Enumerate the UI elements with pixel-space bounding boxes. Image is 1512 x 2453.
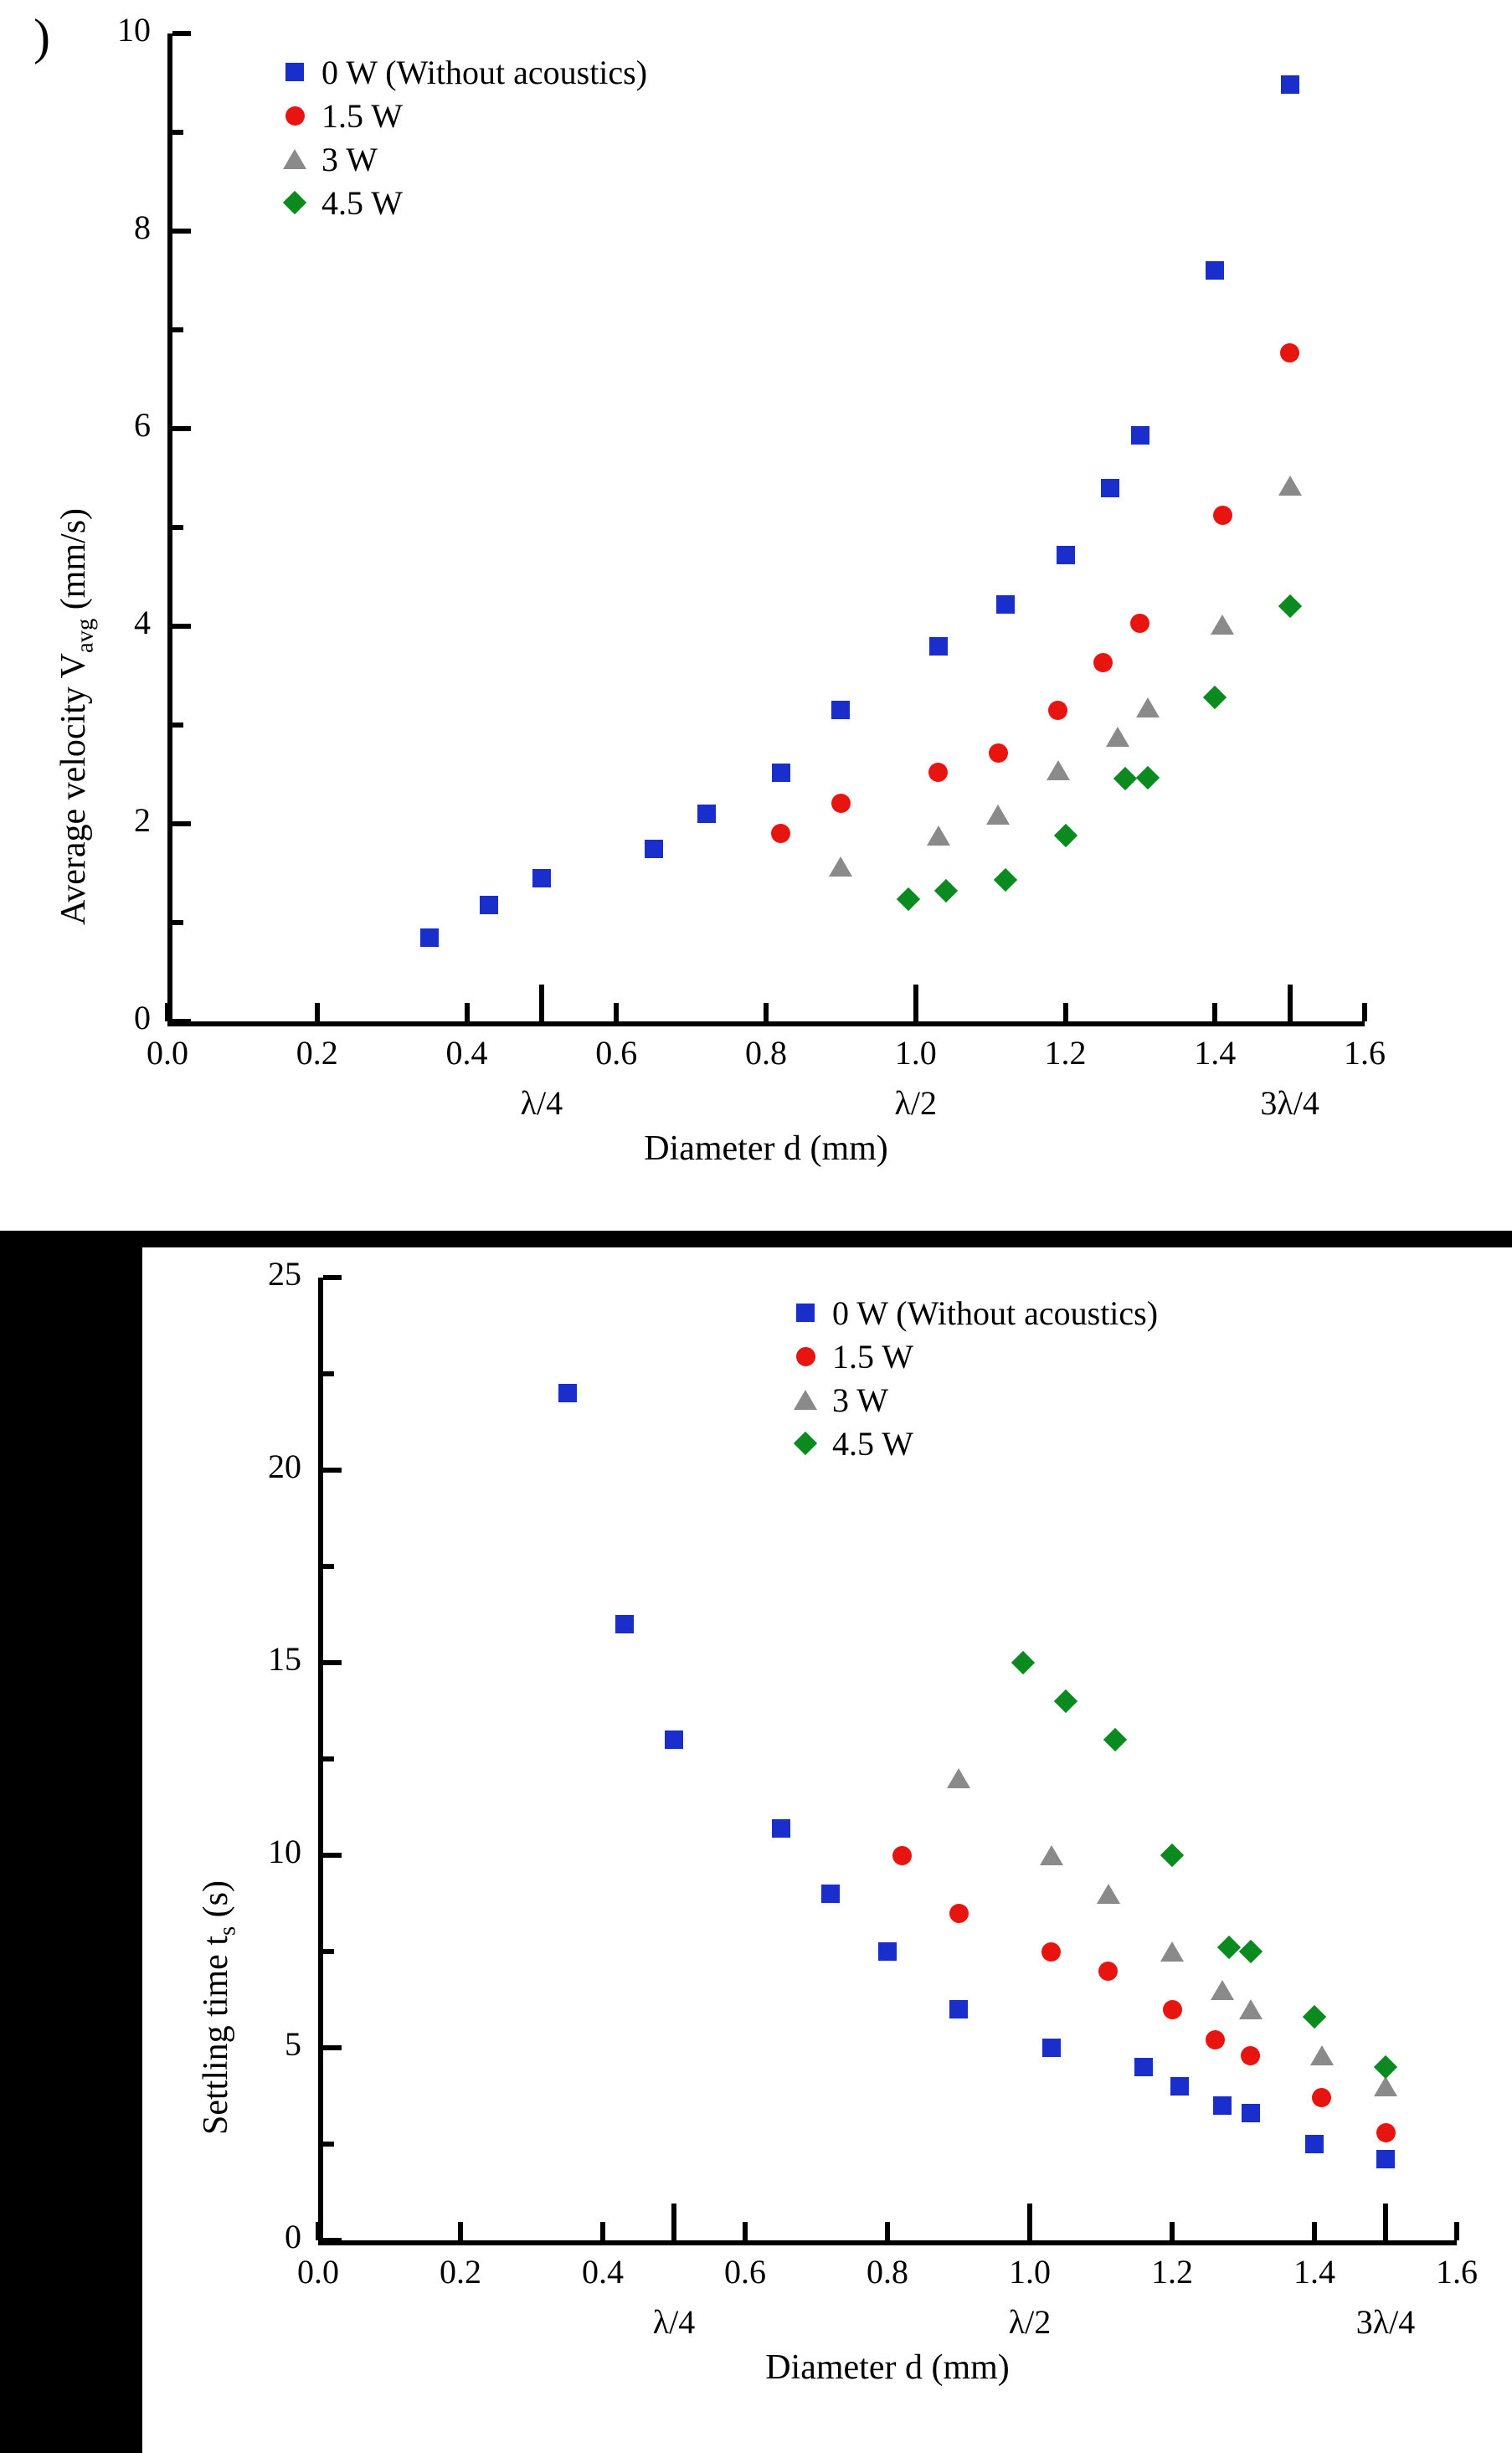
data-point-diamond	[1217, 1936, 1241, 1959]
data-point-diamond	[1103, 1728, 1127, 1751]
legend-marker-triangle	[794, 1390, 817, 1410]
y-tick	[172, 821, 191, 826]
legend-marker-circle	[285, 106, 305, 126]
legend	[268, 50, 647, 224]
x-tick-label: 0.6	[724, 2253, 766, 2291]
y-tick-label: 8	[134, 208, 151, 246]
y-tick	[172, 426, 191, 431]
x-tick-label: 1.0	[1009, 2253, 1051, 2291]
x-tick-label: 1.4	[1194, 1034, 1237, 1072]
lambda-tick	[913, 985, 918, 1021]
data-point-triangle	[1239, 1999, 1263, 2019]
y-tick	[323, 1660, 342, 1665]
data-point-diamond	[1053, 824, 1077, 847]
data-point-circle	[1213, 506, 1232, 525]
data-point-diamond	[1203, 686, 1227, 709]
data-point-triangle	[927, 825, 950, 846]
data-point-circle	[1041, 1942, 1061, 1962]
data-point-triangle	[1106, 727, 1129, 747]
x-tick	[614, 1003, 619, 1021]
data-point-circle	[1280, 343, 1299, 363]
data-point-square	[1242, 2104, 1260, 2122]
data-point-triangle	[1278, 476, 1302, 496]
data-point-diamond	[1238, 1940, 1262, 1963]
y-tick	[323, 2238, 342, 2243]
panel-a-label: )	[33, 9, 50, 64]
data-point-square	[996, 595, 1015, 614]
data-point-triangle	[1310, 2045, 1334, 2065]
data-point-circle	[1376, 2123, 1396, 2142]
data-point-circle	[1130, 614, 1149, 633]
data-point-square	[772, 1819, 790, 1838]
y-tick-label: 2	[134, 801, 151, 839]
legend	[779, 1291, 1158, 1465]
x-tick-label: 0.0	[297, 2253, 339, 2291]
data-point-square	[1042, 2039, 1061, 2057]
data-point-triangle	[829, 856, 852, 877]
legend-swatch	[268, 63, 321, 81]
lambda-tick	[671, 2204, 676, 2240]
x-tick-label: 1.2	[1044, 1034, 1087, 1072]
lambda-label: 3λ/4	[1355, 2303, 1416, 2341]
data-point-square	[480, 896, 498, 914]
x-tick	[465, 1003, 470, 1021]
data-point-square	[949, 2000, 968, 2018]
plot-area-b	[142, 1247, 1512, 2453]
data-point-circle	[1312, 2088, 1331, 2107]
data-point-circle	[1098, 1962, 1118, 1981]
data-point-square	[558, 1384, 577, 1402]
x-tick-label: 1.6	[1344, 1034, 1386, 1072]
lambda-label: 3λ/4	[1260, 1084, 1319, 1122]
x-tick	[315, 1003, 320, 1021]
data-point-square	[1305, 2135, 1324, 2153]
data-point-square	[697, 805, 716, 823]
y-tick-label: 15	[268, 1640, 301, 1678]
lambda-label: λ/4	[520, 1084, 563, 1122]
legend-marker-square	[796, 1304, 815, 1322]
legend-label: 4.5 W	[832, 1424, 914, 1463]
data-point-diamond	[1053, 1689, 1077, 1713]
y-tick	[172, 31, 191, 36]
x-tick	[1063, 1003, 1068, 1021]
data-point-circle	[1206, 2030, 1225, 2049]
data-point-square	[878, 1942, 897, 1961]
data-point-triangle	[986, 805, 1010, 825]
legend-marker-square	[285, 63, 304, 81]
data-point-square	[1131, 426, 1149, 445]
y-minor-tick	[172, 327, 183, 332]
legend-swatch	[268, 149, 321, 169]
x-tick-label: 0.8	[867, 2253, 908, 2291]
x-tick	[1170, 2222, 1175, 2240]
data-point-circle	[928, 763, 948, 782]
data-point-diamond	[1374, 2055, 1397, 2079]
data-point-square	[1376, 2150, 1395, 2168]
y-tick	[323, 1468, 342, 1473]
legend-swatch	[779, 1390, 832, 1410]
data-point-diamond	[1136, 765, 1160, 789]
data-point-triangle	[1374, 2076, 1397, 2096]
data-point-diamond	[1113, 767, 1137, 790]
data-point-square	[821, 1885, 840, 1903]
legend-item	[268, 137, 647, 181]
x-tick-label: 0.2	[296, 1034, 338, 1072]
legend-item	[779, 1291, 1158, 1334]
data-point-square	[1206, 261, 1224, 280]
data-point-triangle	[1160, 1941, 1184, 1962]
x-tick	[764, 1003, 769, 1021]
x-tick	[1454, 2222, 1459, 2240]
y-tick	[323, 1275, 342, 1280]
data-point-triangle	[1097, 1884, 1120, 1904]
x-tick-label: 1.2	[1151, 2253, 1193, 2291]
x-tick-label: 0.8	[745, 1034, 787, 1072]
data-point-diamond	[994, 868, 1017, 892]
legend-item	[779, 1422, 1158, 1465]
legend-item	[268, 94, 647, 137]
y-tick	[172, 624, 191, 629]
y-tick-label: 6	[134, 406, 151, 444]
data-point-triangle	[1211, 1980, 1234, 2000]
y-tick	[323, 1853, 342, 1858]
data-point-circle	[1093, 653, 1113, 672]
y-tick-label: 10	[268, 1833, 301, 1870]
lambda-tick	[1383, 2204, 1388, 2240]
data-point-square	[772, 764, 790, 782]
data-point-triangle	[1040, 1845, 1063, 1865]
x-tick	[1212, 1003, 1217, 1021]
data-point-circle	[949, 1904, 969, 1923]
x-axis-line	[318, 2240, 1457, 2245]
x-tick-label: 0.2	[440, 2253, 481, 2291]
y-tick-label: 10	[117, 11, 151, 49]
y-minor-tick	[323, 1371, 334, 1376]
lambda-tick	[539, 985, 544, 1021]
data-point-diamond	[1160, 1844, 1184, 1867]
legend-label: 1.5 W	[832, 1337, 914, 1376]
data-point-circle	[771, 824, 790, 843]
lambda-label: λ/2	[1008, 2303, 1052, 2341]
data-point-diamond	[933, 879, 957, 903]
data-point-diamond	[897, 887, 920, 911]
data-point-square	[1213, 2096, 1232, 2115]
legend-marker-triangle	[283, 149, 306, 169]
y-tick-label: 25	[268, 1255, 301, 1293]
legend-swatch	[779, 1435, 832, 1452]
legend-label: 1.5 W	[321, 96, 404, 135]
x-tick	[458, 2222, 463, 2240]
data-point-square	[420, 928, 439, 947]
data-point-square	[831, 701, 850, 719]
data-point-circle	[1163, 2000, 1182, 2019]
x-tick	[743, 2222, 748, 2240]
x-tick-label: 1.4	[1293, 2253, 1335, 2291]
data-point-square	[615, 1615, 634, 1633]
legend-item	[779, 1378, 1158, 1422]
legend-item	[268, 181, 647, 224]
legend-item	[779, 1334, 1158, 1378]
x-tick	[885, 2222, 890, 2240]
x-tick-label: 0.4	[445, 1034, 488, 1072]
x-tick-label: 0.0	[147, 1034, 188, 1072]
data-point-square	[1134, 2058, 1153, 2076]
data-point-circle	[989, 743, 1008, 763]
x-tick	[165, 1003, 170, 1021]
data-point-circle	[831, 794, 851, 813]
legend-label: 0 W (Without acoustics)	[321, 53, 648, 91]
legend-item	[268, 50, 647, 94]
data-point-triangle	[1136, 697, 1160, 717]
y-minor-tick	[323, 1564, 334, 1569]
y-tick	[323, 2045, 342, 2050]
data-point-diamond	[1278, 594, 1301, 618]
x-tick-label: 1.6	[1436, 2253, 1478, 2291]
legend-marker-diamond	[283, 191, 306, 214]
x-tick	[1362, 1003, 1367, 1021]
data-point-circle	[1241, 2046, 1260, 2065]
y-minor-tick	[172, 920, 183, 925]
data-point-square	[1281, 75, 1299, 94]
y-tick-label: 0	[134, 999, 151, 1036]
legend-label: 3 W	[832, 1381, 889, 1419]
y-minor-tick	[172, 723, 183, 728]
panel-b	[142, 1247, 1512, 2453]
y-tick	[172, 229, 191, 234]
data-point-square	[1170, 2077, 1189, 2096]
y-minor-tick	[323, 1949, 334, 1954]
lambda-tick	[1288, 985, 1293, 1021]
x-tick	[1312, 2222, 1317, 2240]
lambda-label: λ/4	[652, 2303, 696, 2341]
legend-label: 0 W (Without acoustics)	[832, 1293, 1159, 1332]
data-point-square	[1101, 479, 1119, 497]
data-point-square	[665, 1730, 683, 1749]
y-tick-label: 0	[285, 2218, 301, 2255]
lambda-tick	[1027, 2204, 1032, 2240]
legend-marker-diamond	[794, 1432, 817, 1455]
x-tick-label: 0.6	[595, 1034, 638, 1072]
y-tick-label: 4	[134, 604, 151, 641]
legend-swatch	[779, 1304, 832, 1322]
y-minor-tick	[323, 1756, 334, 1761]
data-point-diamond	[1011, 1651, 1034, 1674]
data-point-square	[929, 637, 948, 656]
data-point-square	[1057, 546, 1075, 564]
data-point-circle	[892, 1846, 912, 1865]
legend-label: 3 W	[321, 140, 378, 178]
data-point-triangle	[1047, 760, 1070, 780]
data-point-circle	[1048, 701, 1067, 720]
legend-swatch	[779, 1347, 832, 1366]
data-point-triangle	[1211, 615, 1234, 635]
data-point-square	[532, 869, 551, 887]
x-axis-title: Diameter d (mm)	[644, 1129, 888, 1168]
legend-swatch	[268, 106, 321, 126]
x-tick-label: 1.0	[894, 1034, 937, 1072]
legend-marker-circle	[796, 1347, 815, 1366]
legend-swatch	[268, 194, 321, 211]
x-tick-label: 0.4	[582, 2253, 624, 2291]
data-point-diamond	[1303, 2005, 1326, 2029]
data-point-square	[645, 840, 663, 858]
data-point-triangle	[947, 1768, 970, 1788]
y-minor-tick	[172, 525, 183, 530]
x-axis-line	[167, 1021, 1365, 1026]
x-axis-title: Diameter d (mm)	[765, 2348, 1010, 2387]
y-axis-title: Average velocity $V_{avg}$ (mm/s)	[54, 507, 99, 925]
y-axis-title: Settling time $t_s$ (s)	[197, 1880, 241, 2135]
x-tick	[316, 2222, 321, 2240]
y-minor-tick	[172, 130, 183, 135]
y-tick-label: 5	[285, 2025, 301, 2063]
x-tick	[600, 2222, 605, 2240]
y-tick	[172, 1019, 191, 1024]
legend-label: 4.5 W	[321, 183, 404, 222]
y-minor-tick	[323, 2142, 334, 2147]
y-tick-label: 20	[268, 1448, 301, 1485]
lambda-label: λ/2	[894, 1084, 937, 1122]
